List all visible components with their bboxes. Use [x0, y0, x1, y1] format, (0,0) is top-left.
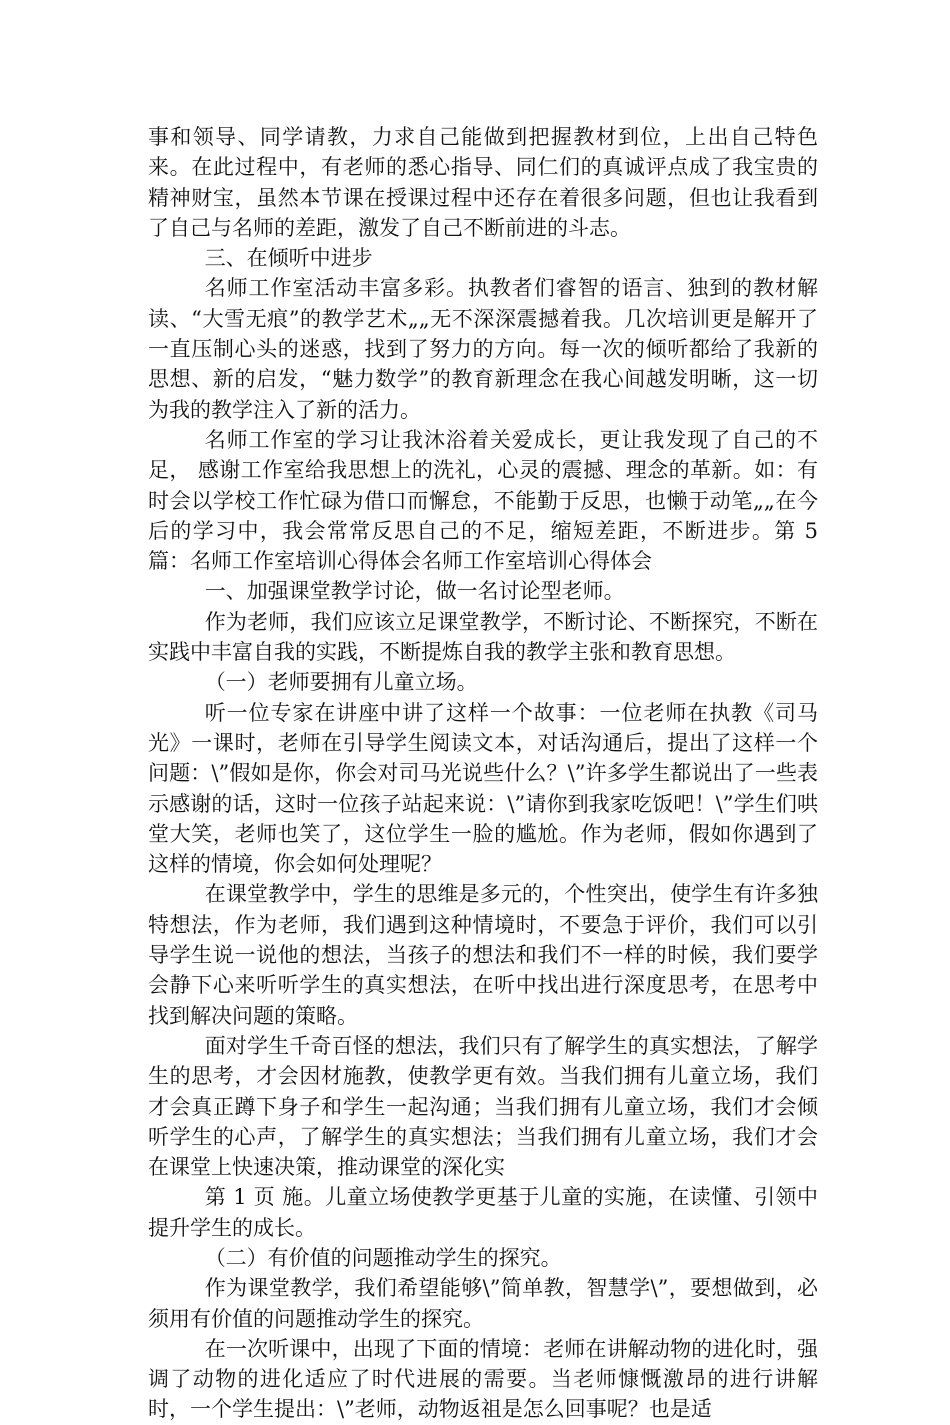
paragraph: 作为老师，我们应该立足课堂教学，不断讨论、不断探究，不断在实践中丰富自我的实践，不断提炼自我的教学主张和教育思想。 [148, 609, 818, 665]
paragraph: 作为课堂教学，我们希望能够\”简单教，智慧学\”，要想做到，必须用有价值的问题推动学生的探究。 [148, 1276, 818, 1331]
document-body [148, 122, 818, 1425]
subsection-heading-2: （二）有价值的问题推动学生的探究。 [204, 1245, 562, 1270]
section-heading-1: 一、加强课堂教学讨论，做一名讨论型老师。 [204, 579, 625, 604]
page-break-paragraph: 第 1 页 施。儿童立场使教学更基于儿童的实施，在读懂、引领中提升学生的成长。 [148, 1185, 818, 1240]
subsection-heading-1: （一）老师要拥有儿童立场。 [204, 670, 478, 695]
section-heading-3: 三、在倾听中进步 [204, 246, 373, 271]
paragraph: 听一位专家在讲座中讲了这样一个故事：一位老师在执教《司马光》一课时，老师在引导学生阅读文本，对话沟通后，提出了这样一个问题：\”假如是你，你会对司马光说些什么？\”许多学生都说出了一些表示感谢的话，这时一位孩子站起来说：\”请你到我家吃饭吧！\”学生们哄堂大笑，老师也笑了，这位学生一脸的尴尬。作为老师，假如你遇到了这样的情境，你会如何处理呢？ [148, 700, 818, 877]
paragraph: 名师工作室活动丰富多彩。执教者们睿智的语言、独到的教材解读、“大雪无痕”的教学艺术„„无不深深震撼着我。几次培训更是解开了一直压制心头的迷惑，找到了努力的方向。每一次的倾听都给了我新的思想、新的启发，“魅力数学”的教育新理念在我心间越发明晰，这一切为我的教学注入了新的活力。 [148, 276, 818, 422]
paragraph: 在一次听课中，出现了下面的情境：老师在讲解动物的进化时，强调了动物的进化适应了时代进展的需要。当老师慷慨激昂的进行讲解时，一个学生提出：\”老师，动物返祖是怎么回事呢？也是适 [148, 1336, 818, 1422]
paragraph: 事和领导、同学请教，力求自己能做到把握教材到位，上出自己特色来。在此过程中，有老师的悉心指导、同仁们的真诚评点成了我宝贵的精神财宝，虽然本节课在授课过程中还存在着很多问题，但也让我看到了自己与名师的差距，激发了自己不断前进的斗志。 [148, 125, 818, 240]
paragraph: 名师工作室的学习让我沐浴着关爱成长，更让我发现了自己的不足， 感谢工作室给我思想上的洗礼，心灵的震撼、理念的革新。如：有时会以学校工作忙碌为借口而懈怠，不能勤于反思，也懒于动笔„„在今后的学习中，我会常常反思自己的不足，缩短差距，不断进步。第 5 篇：名师工作室培训心得体会名师工作室培训心得体会 [148, 427, 818, 574]
paragraph: 在课堂教学中，学生的思维是多元的，个性突出，使学生有许多独特想法，作为老师，我们遇到这种情境时，不要急于评价，我们可以引导学生说一说他的想法，当孩子的想法和我们不一样的时候，我们要学会静下心来听听学生的真实想法，在听中找出进行深度思考，在思考中找到解决问题的策略。 [148, 882, 818, 1028]
paragraph: 面对学生千奇百怪的想法，我们只有了解学生的真实想法，了解学生的思考，才会因材施教，使教学更有效。当我们拥有儿童立场，我们才会真正蹲下身子和学生一起沟通；当我们拥有儿童立场，我们才会倾听学生的心声，了解学生的真实想法；当我们拥有儿童立场，我们才会在课堂上快速决策，推动课堂的深化实 [148, 1033, 818, 1180]
